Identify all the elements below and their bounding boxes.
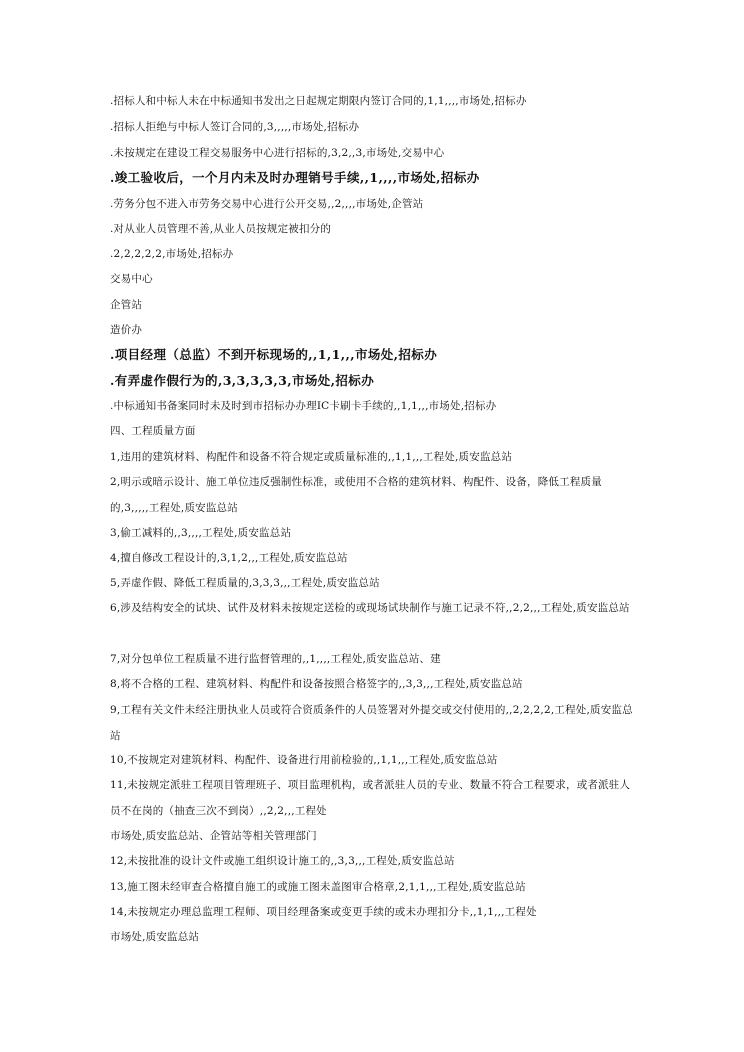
text-line: 造价办 — [110, 324, 143, 336]
text-line: .劳务分包不进入市劳务交易中心进行公开交易,,2,,,,市场处,企管站 — [110, 198, 424, 210]
text-line: 10,不按规定对建筑材料、构配件、设备进行用前检验的,,1,1,,,工程处,质安监总站 — [110, 754, 498, 766]
text-line: .2,2,2,2,2,市场处,招标办 — [110, 248, 234, 260]
text-line: 6,涉及结构安全的试块、试件及材料未按规定送检的或现场试块制作与施工记录不符,,2,2,,,工程处,质安监总站 — [110, 602, 630, 614]
text-line: .中标通知书备案同时未及时到市招标办办理IC卡刷卡手续的,,1,1,,,市场处,招标办 — [110, 400, 497, 412]
text-line: 13,施工图未经审查合格擅自施工的或施工图未盖图审合格章,2,1,1,,,工程处,质安监总站 — [110, 881, 526, 893]
text-line: 11,未按规定派驻工程项目管理班子、项目监理机构，或者派驻人员的专业、数量不符合工程要求，或者派驻人员不在岗的（抽查三次不到岗）,,2,2,,,工程处 — [110, 779, 631, 817]
text-line: 14,未按规定办理总监理工程师、项目经理备案或变更手续的或未办理扣分卡,,1,1,,,工程处 — [110, 906, 537, 918]
text-line: 市场处,质安监总站、企管站等相关管理部门 — [110, 830, 317, 842]
text-line: 1,违用的建筑材料、构配件和设备不符合规定或质量标准的,,1,1,,,工程处,质安监总站 — [110, 451, 513, 463]
text-line: 市场处,质安监总站 — [110, 931, 200, 943]
text-line: .招标人拒绝与中标人签订合同的,3,,,,,市场处,招标办 — [110, 121, 360, 133]
text-line: 5,弄虚作假、降低工程质量的,3,3,3,,,工程处,质安监总站 — [110, 577, 380, 589]
text-line: 7,对分包单位工程质量不进行监督管理的,,1,,,,工程处,质安监总站、建 — [110, 653, 441, 665]
text-line: .有弄虚作假行为的,3,3,3,3,3,市场处,招标办 — [110, 373, 375, 388]
text-line: .对从业人员管理不善,从业人员按规定被扣分的 — [110, 223, 332, 235]
section-heading: 四、工程质量方面 — [110, 425, 196, 437]
text-line: 3,偷工减料的,,3,,,,工程处,质安监总站 — [110, 527, 292, 539]
text-line: 4,擅自修改工程设计的,3,1,2,,,工程处,质安监总站 — [110, 552, 348, 564]
text-line: 12,未按批准的设计文件或施工组织设计施工的,,3,3,,,工程处,质安监总站 — [110, 855, 455, 867]
text-line: 9,工程有关文件未经注册执业人员或符合资质条件的人员签署对外提交或交付使用的,,2,2,2,2,工程处,质安监总站 — [110, 704, 633, 742]
text-line: .项目经理（总监）不到开标现场的,,1,1,,,市场处,招标办 — [110, 347, 438, 362]
text-line: .竣工验收后，一个月内未及时办理销号手续,,1,,,,市场处,招标办 — [110, 170, 480, 185]
text-line: 企管站 — [110, 299, 143, 311]
text-line: 交易中心 — [110, 273, 153, 285]
text-line: .招标人和中标人未在中标通知书发出之日起规定期限内签订合同的,1,1,,,,市场处,招标办 — [110, 95, 527, 107]
text-line: 2,明示或暗示设计、施工单位违反强制性标准，或使用不合格的建筑材料、构配件、设备，降低工程质量的,3,,,,,工程处,质安监总站 — [110, 476, 602, 514]
text-line: 8,将不合格的工程、建筑材料、构配件和设备按照合格签字的,,3,3,,,工程处,质安监总站 — [110, 678, 523, 690]
text-line: .未按规定在建设工程交易服务中心进行招标的,3,2,,3,市场处,交易中心 — [110, 147, 445, 159]
